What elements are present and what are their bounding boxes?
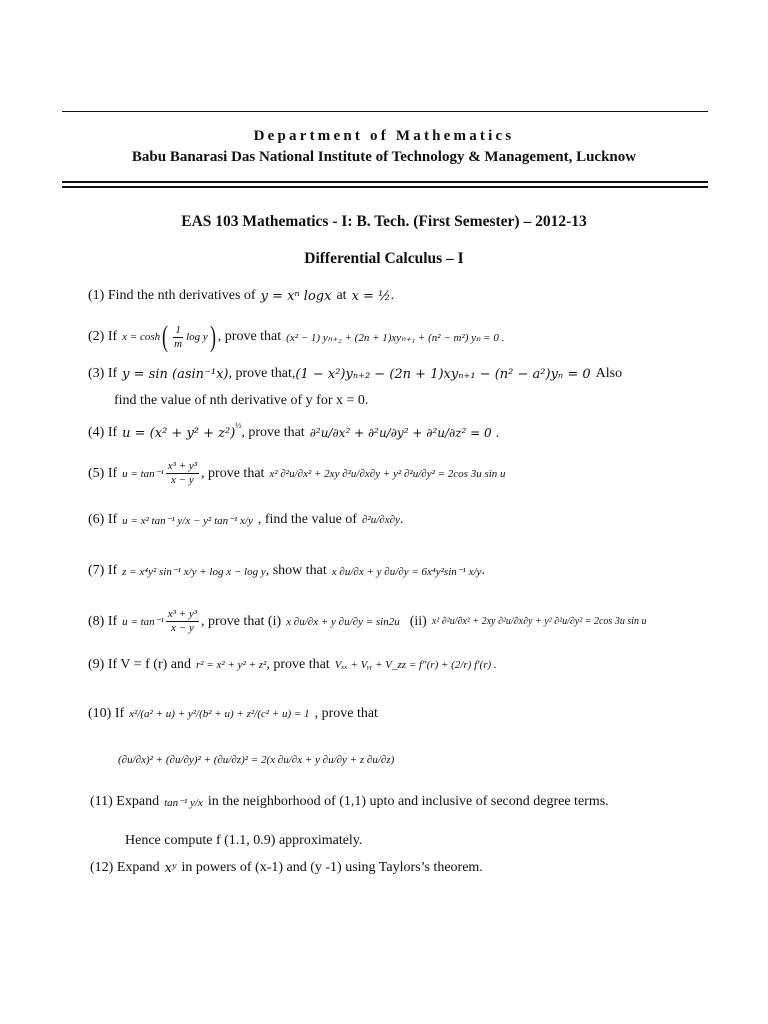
q4-equation: ∂²u/∂x² + ∂²u/∂y² + ∂²u/∂z² = 0 . bbox=[309, 426, 500, 440]
q8-equation-i: x ∂u/∂x + y ∂u/∂y = sin2u bbox=[286, 615, 400, 628]
q7-equation: x ∂u/∂x + y ∂u/∂y = 6x⁴y²sin⁻¹ x/y bbox=[331, 565, 482, 578]
question-11-cont: Hence compute f (1.1, 0.9) approximately. bbox=[125, 833, 363, 848]
q9-equation: Vₓₓ + Vᵧᵧ + V_zz = f″(r) + (2/r) f′(r) . bbox=[334, 659, 497, 671]
question-5: (5) If u = tan⁻¹ $\frac{\text{x³ + y³}}{x - y}$ , prove that x² ∂²u/∂x² + 2xy ∂²u/∂x∂y + y² ∂²u/∂y² = 2cos 3u sin u bbox=[88, 460, 506, 486]
q3-equation: (1 − x²)yₙ₊₂ − (2n + 1)xyₙ₊₁ − (n² − a²)yₙ = 0 bbox=[295, 366, 591, 382]
q4-exponent: ½ bbox=[235, 420, 242, 430]
q2-equation: (x² − 1) yₙ₊₂ + (2n + 1)xyₙ₊₁ + (n² − m²) yₙ = 0 . bbox=[286, 331, 505, 344]
question-6: (6) If u = x² tan⁻¹ y/x − y² tan⁻¹ x/y , find the value of ∂²u/∂x∂y . bbox=[88, 512, 404, 527]
question-4: (4) If u = (x² + y² + z²) $^{\frac{1}{2}}$ , prove that ∂²u/∂x² + ∂²u/∂y² + ∂²u/∂z² = 0 . bbox=[88, 420, 500, 441]
question-2: (2) If x = cosh ( $\frac{1}{m}$ log y ) , prove that (x² − 1) yₙ₊₂ + (2n + 1)xyₙ₊₁ + (n² − m²) yₙ = 0 . bbox=[88, 320, 505, 353]
question-3: (3) If y = sin (asin⁻¹x) , prove that, (1 − x²)yₙ₊₂ − (2n + 1)xyₙ₊₁ − (n² − a²)yₙ = 0 Also bbox=[88, 366, 623, 382]
question-12: (12) Expand xʸ in powers of (x-1) and (y -1) using Taylors’s theorem. bbox=[90, 860, 483, 876]
institute-heading: Babu Banarasi Das National Institute of Technology & Management, Lucknow bbox=[131, 149, 637, 165]
question-9: (9) If V = f (r) and r² = x² + y² + z² , prove that Vₓₓ + Vᵧᵧ + V_zz = f″(r) + (2/r) f′(r) . bbox=[88, 657, 497, 672]
q12-expression: xʸ bbox=[164, 860, 177, 876]
question-7: (7) If z = x⁴y² sin⁻¹ x/y + log x − log y , show that x ∂u/∂x + y ∂u/∂y = 6x⁴y²sin⁻¹ x/y . bbox=[88, 563, 485, 578]
q8-equation-ii: x² ∂²u/∂x² + 2xy ∂²u/∂x∂y + y² ∂²u/∂y² = 2cos 3u sin u bbox=[431, 616, 647, 627]
question-10-equation: (∂u/∂x)² + (∂u/∂y)² + (∂u/∂z)² = 2(x ∂u/∂x + y ∂u/∂y + z ∂u/∂z) bbox=[118, 754, 395, 766]
department-heading: Department of Mathematics bbox=[253, 128, 515, 144]
q1-equation: y = xⁿ logx bbox=[260, 288, 332, 304]
question-10: (10) If x²/(a² + u) + y²/(b² + u) + z²/(c² + u) = 1 , prove that bbox=[88, 706, 378, 721]
q6-equation: ∂²u/∂x∂y bbox=[361, 514, 400, 526]
q11-expression: tan⁻¹ y/x bbox=[164, 796, 203, 809]
q1-condition: x = ½ bbox=[351, 288, 391, 304]
course-title: EAS 103 Mathematics - I: B. Tech. (First Semester) – 2012-13 bbox=[181, 213, 587, 230]
top-rule bbox=[62, 111, 708, 112]
question-1: (1) Find the nth derivatives of y = xⁿ logx at x = ½ . bbox=[88, 288, 395, 304]
double-rule-top bbox=[62, 181, 708, 183]
q2-fraction: $\frac{1}{m}$ bbox=[174, 323, 183, 350]
q8-fraction: $\frac{\text{x³ + y³}}{x - y}$ bbox=[167, 608, 198, 634]
question-11: (11) Expand tan⁻¹ y/x in the neighborhood of (1,1) upto and inclusive of second degree terms. bbox=[90, 794, 609, 809]
double-rule-bottom bbox=[62, 186, 708, 188]
question-3-cont: find the value of nth derivative of y for x = 0. bbox=[114, 393, 369, 408]
q5-fraction: $\frac{\text{x³ + y³}}{x - y}$ bbox=[167, 460, 198, 486]
q5-equation: x² ∂²u/∂x² + 2xy ∂²u/∂x∂y + y² ∂²u/∂y² = 2cos 3u sin u bbox=[269, 467, 506, 480]
question-8: (8) If u = tan⁻¹ $\frac{\text{x³ + y³}}{x - y}$ , prove that (i) x ∂u/∂x + y ∂u/∂y = sin2u (ii) x² ∂²u/∂x² + 2xy ∂²u/∂x∂y + y² ∂²u/∂y² = 2cos 3u sin u bbox=[88, 608, 647, 634]
topic-title: Differential Calculus – I bbox=[304, 250, 464, 267]
